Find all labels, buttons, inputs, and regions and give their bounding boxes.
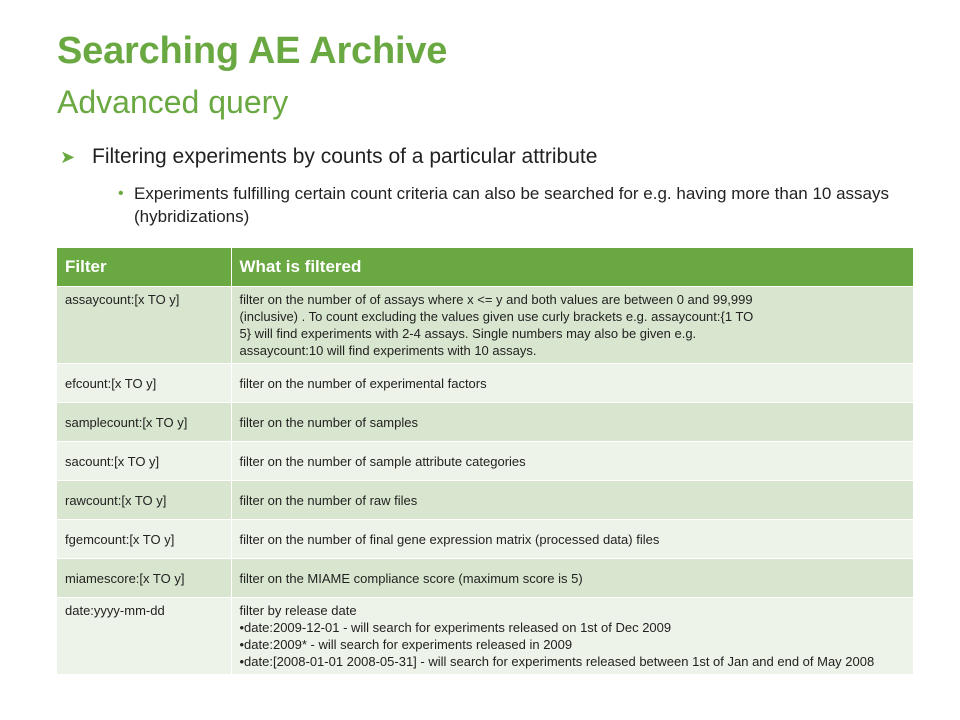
description-cell [231,287,913,364]
description-line: assaycount:10 will find experiments with 10 assays. [239,343,537,358]
description-cell: filter on the MIAME compliance score (maximum score is 5) [231,559,913,598]
table-row [57,403,913,442]
bullet-level2-text: Experiments fulfilling certain count criteria can also be searched for e.g. having more than 10 assays (hybridizations) [134,184,890,226]
bullet-level1 [60,145,597,169]
description-cell: filter on the number of sample attribute categories [231,442,913,481]
description-line: •date:[2008-01-01 2008-05-31] - will search for experiments released between 1st of Jan and end of May 2008 [239,654,875,669]
table-row [57,364,913,403]
filter-cell: assaycount:[x TO y] [57,287,231,364]
description-cell: filter on the number of raw files [231,481,913,520]
filter-cell: date:yyyy-mm-dd [57,598,231,675]
table-row [57,598,913,675]
filter-cell: rawcount:[x TO y] [57,481,231,520]
filter-table [57,248,914,674]
table-row [57,481,913,520]
filter-cell: efcount:[x TO y] [57,364,231,403]
table-row [57,287,913,364]
description-cell: filter on the number of samples [231,403,913,442]
filter-cell: samplecount:[x TO y] [57,403,231,442]
table-row [57,520,913,559]
bullet-level1-text: Filtering experiments by counts of a particular attribute [92,145,598,168]
header-what-is-filtered: What is filtered [231,248,913,287]
table-row [57,442,913,481]
filter-cell: sacount:[x TO y] [57,442,231,481]
description-cell: filter on the number of final gene expression matrix (processed data) files [231,520,913,559]
dot-bullet-icon: • [118,185,124,202]
filter-cell: fgemcount:[x TO y] [57,520,231,559]
description-line: •date:2009-12-01 - will search for experiments released on 1st of Dec 2009 [239,620,672,635]
description-line: 5} will find experiments with 2-4 assays. Single numbers may also be given e.g. [239,326,697,341]
table-row [57,559,913,598]
table-header-row [57,248,913,287]
filter-cell: miamescore:[x TO y] [57,559,231,598]
description-cell: filter on the number of experimental factors [231,364,913,403]
description-line: (inclusive) . To count excluding the values given use curly brackets e.g. assaycount:{1 TO [239,309,754,324]
description-line: •date:2009* - will search for experiments released in 2009 [239,637,573,652]
description-cell [231,598,913,675]
arrow-bullet-icon: ➤ [60,146,76,167]
header-filter: Filter [57,248,231,287]
description-line: filter by release date [239,603,357,618]
bullet-level2 [118,182,898,228]
description-line: filter on the number of of assays where x <= y and both values are between 0 and 99,999 [239,292,753,307]
slide-title: Searching AE Archive [57,30,448,72]
slide-subtitle: Advanced query [57,84,289,120]
